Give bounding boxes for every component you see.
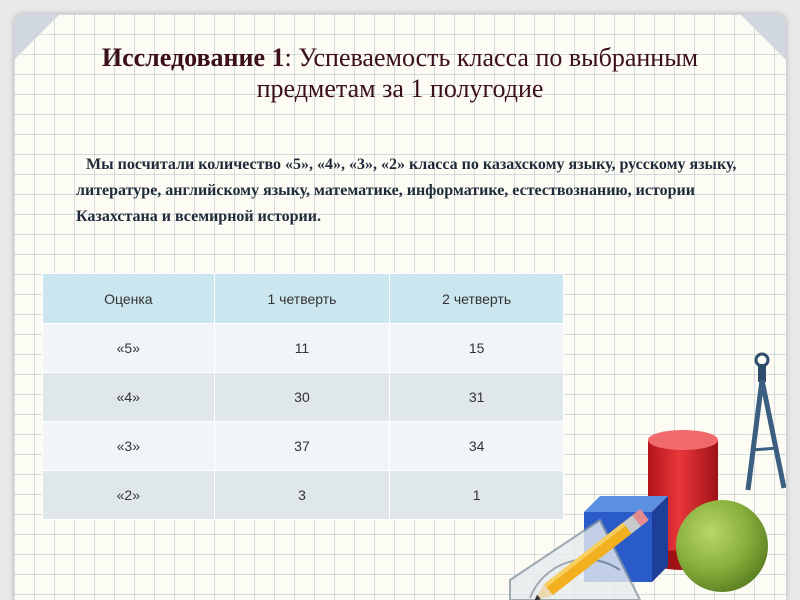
table-row bbox=[43, 373, 564, 422]
cell-grade: «2» bbox=[43, 471, 215, 520]
slide-page bbox=[14, 14, 786, 600]
cell-quarter-1: 3 bbox=[214, 471, 390, 520]
table-row bbox=[43, 471, 564, 520]
header-grade: Оценка bbox=[43, 274, 215, 324]
cell-quarter-1: 37 bbox=[214, 422, 390, 471]
title-rest: : Успеваемость класса по выбранным предметам за 1 полугодие bbox=[256, 43, 699, 103]
cell-quarter-2: 1 bbox=[390, 471, 564, 520]
cell-grade: «3» bbox=[43, 422, 215, 471]
table-row bbox=[43, 422, 564, 471]
title-bold: Исследование 1 bbox=[101, 43, 285, 72]
cell-grade: «5» bbox=[43, 324, 215, 373]
header-quarter-2: 2 четверть bbox=[390, 274, 564, 324]
cell-quarter-2: 34 bbox=[390, 422, 564, 471]
table-row bbox=[43, 324, 564, 373]
page-corner-right bbox=[740, 14, 786, 60]
compass-icon bbox=[748, 354, 784, 490]
cell-grade: «4» bbox=[43, 373, 215, 422]
slide-title bbox=[60, 42, 740, 104]
description-paragraph: Мы посчитали количество «5», «4», «3», «2» класса по казахскому языку, русскому языку, литературе, английскому языку, математике, информатике, естествознанию, истории Казахстана и всемирной истории. bbox=[76, 156, 737, 225]
school-supplies-illustration bbox=[500, 340, 786, 600]
table-header-row bbox=[43, 274, 564, 324]
cell-quarter-1: 30 bbox=[214, 373, 390, 422]
grades-table bbox=[42, 273, 564, 520]
green-sphere-icon bbox=[676, 500, 768, 592]
cell-quarter-2: 31 bbox=[390, 373, 564, 422]
header-quarter-1: 1 четверть bbox=[214, 274, 390, 324]
page-corner-left bbox=[14, 14, 60, 60]
cell-quarter-2: 15 bbox=[390, 324, 564, 373]
cell-quarter-1: 11 bbox=[214, 324, 390, 373]
